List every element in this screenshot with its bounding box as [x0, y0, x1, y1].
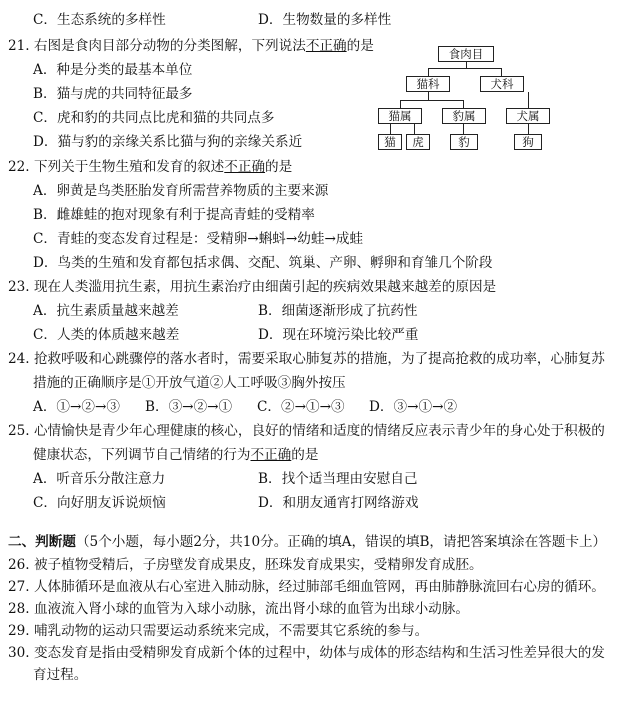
- q20-option-c: C．生态系统的多样性: [33, 12, 166, 28]
- q29-text: 哺乳动物的运动只需要运动系统来完成，不需要其它系统的参与。: [33, 623, 429, 639]
- q25-option-b: B．找个适当理由安慰自己: [258, 471, 418, 487]
- q25-stem-text1: 心情愉快是青少年心理健康的核心，良好的情绪和适度的情绪反应表示青少年的身心处于积极的: [33, 423, 605, 439]
- q24-stem-text1: 抢救呼吸和心跳骤停的落水者时，需要采取心肺复苏的措施，为了提高抢救的成功率，心肺复苏: [33, 351, 605, 367]
- q23-stem-text: 现在人类滥用抗生素，用抗生素治疗由细菌引起的疾病效果越来越差的原因是: [33, 279, 497, 295]
- diagram-family-felidae: 猫科: [406, 76, 450, 92]
- q22-option-d: D．鸟类的生殖和发育都包括求偶、交配、筑巢、产卵、孵卵和育雏几个阶段: [33, 255, 493, 271]
- q24-option-a: A．①→②→③: [33, 399, 120, 415]
- q27-text: 人体肺循环是血液从右心室进入肺动脉，经过肺部毛细血管网，再由肺静脉流回右心房的循环。: [33, 579, 605, 595]
- q30-line1: [8, 643, 605, 663]
- diagram-genus-canis: 犬属: [506, 108, 550, 124]
- q23-option-b: B．细菌逐渐形成了抗药性: [258, 303, 418, 319]
- q21-option-b: B．猫与虎的共同特征最多: [33, 86, 193, 102]
- q30-number: 30.: [8, 645, 30, 661]
- q25-stem-end: 的是: [291, 447, 319, 463]
- q27: [8, 577, 605, 597]
- q23-option-a: A．抗生素质量越来越差: [33, 303, 179, 319]
- diagram-genus-panthera: 豹属: [442, 108, 486, 124]
- diagram-species-leopard: 豹: [450, 134, 478, 150]
- q28-text: 血液流入肾小球的血管为入球小动脉，流出肾小球的血管为出球小动脉。: [33, 601, 469, 617]
- q21-stem: [8, 36, 374, 56]
- q21-stem-end: 的是: [346, 38, 374, 54]
- q24-option-b: B．③→②→①: [145, 399, 233, 415]
- q23-option-c: C．人类的体质越来越差: [33, 327, 180, 343]
- q28: [8, 599, 469, 619]
- q21-underlined: 不正确: [305, 38, 347, 54]
- diagram-species-dog: 狗: [514, 134, 542, 150]
- q22-stem: [8, 157, 292, 177]
- q24-stem-line2: 措施的正确顺序是①开放气道②人工呼吸③胸外按压: [33, 375, 346, 391]
- q25-stem-line1: [8, 421, 605, 441]
- section2-header: [8, 532, 606, 552]
- q30-line2: 育过程。: [33, 667, 88, 683]
- diagram-family-canidae: 犬科: [480, 76, 524, 92]
- q27-number: 27.: [8, 579, 30, 595]
- q26-text: 被子植物受精后，子房壁发育成果皮，胚珠发育成果实，受精卵发育成胚。: [33, 557, 483, 573]
- classification-diagram: [376, 40, 556, 156]
- section2-title: 二、判断题: [8, 534, 76, 550]
- q25-number: 25.: [8, 423, 30, 439]
- q22-number: 22.: [8, 159, 30, 175]
- q23-option-d: D．现在环境污染比较严重: [258, 327, 419, 343]
- q25-underlined: 不正确: [250, 447, 292, 463]
- q22-option-c: C．青蛙的变态发育过程是：受精卵→蝌蚪→幼蛙→成蛙: [33, 231, 364, 247]
- q22-option-a: A．卵黄是鸟类胚胎发育所需营养物质的主要来源: [33, 183, 329, 199]
- q29: [8, 621, 428, 641]
- q30-text1: 变态发育是指由受精卵发育成新个体的过程中，幼体与成体的形态结构和生活习性差异很大的发: [33, 645, 605, 661]
- q22-stem-text: 下列关于生物生殖和发育的叙述: [33, 159, 225, 175]
- q22-option-b: B．雌雄蛙的抱对现象有利于提高青蛙的受精率: [33, 207, 315, 223]
- q21-option-c: C．虎和豹的共同点比虎和猫的共同点多: [33, 110, 275, 126]
- q20-option-d: D．生物数量的多样性: [258, 12, 392, 28]
- q23-stem: [8, 277, 496, 297]
- q25-option-a: A．听音乐分散注意力: [33, 471, 166, 487]
- q25-stem-text2: 健康状态，下列调节自己情绪的行为: [33, 447, 251, 463]
- q23-number: 23.: [8, 279, 30, 295]
- q25-stem-line2: [33, 445, 318, 465]
- diagram-species-cat: 猫: [378, 134, 402, 150]
- q24-option-d: D．③→①→②: [369, 399, 458, 415]
- q25-option-c: C．向好朋友诉说烦恼: [33, 495, 166, 511]
- diagram-order-box: 食肉目: [438, 46, 494, 62]
- diagram-species-tiger: 虎: [406, 134, 430, 150]
- q21-option-a: A．种是分类的最基本单位: [33, 62, 193, 78]
- q29-number: 29.: [8, 623, 30, 639]
- q25-option-d: D．和朋友通宵打网络游戏: [258, 495, 419, 511]
- q21-number: 21.: [8, 38, 30, 54]
- diagram-genus-felis: 猫属: [378, 108, 422, 124]
- q26: [8, 555, 483, 575]
- q26-number: 26.: [8, 557, 30, 573]
- q28-number: 28.: [8, 601, 30, 617]
- q22-underlined: 不正确: [224, 159, 266, 175]
- q21-stem-text: 右图是食肉目部分动物的分类图解，下列说法: [33, 38, 306, 54]
- q24-option-c: C．②→①→③: [257, 399, 345, 415]
- q24-stem-line1: [8, 349, 605, 369]
- q21-option-d: D．猫与豹的亲缘关系比猫与狗的亲缘关系近: [33, 134, 303, 150]
- section2-desc: （5个小题，每小题2分，共10分。正确的填A，错误的填B，请把答案填涂在答题卡上）: [75, 534, 607, 550]
- q24-number: 24.: [8, 351, 30, 367]
- q22-stem-end: 的是: [265, 159, 293, 175]
